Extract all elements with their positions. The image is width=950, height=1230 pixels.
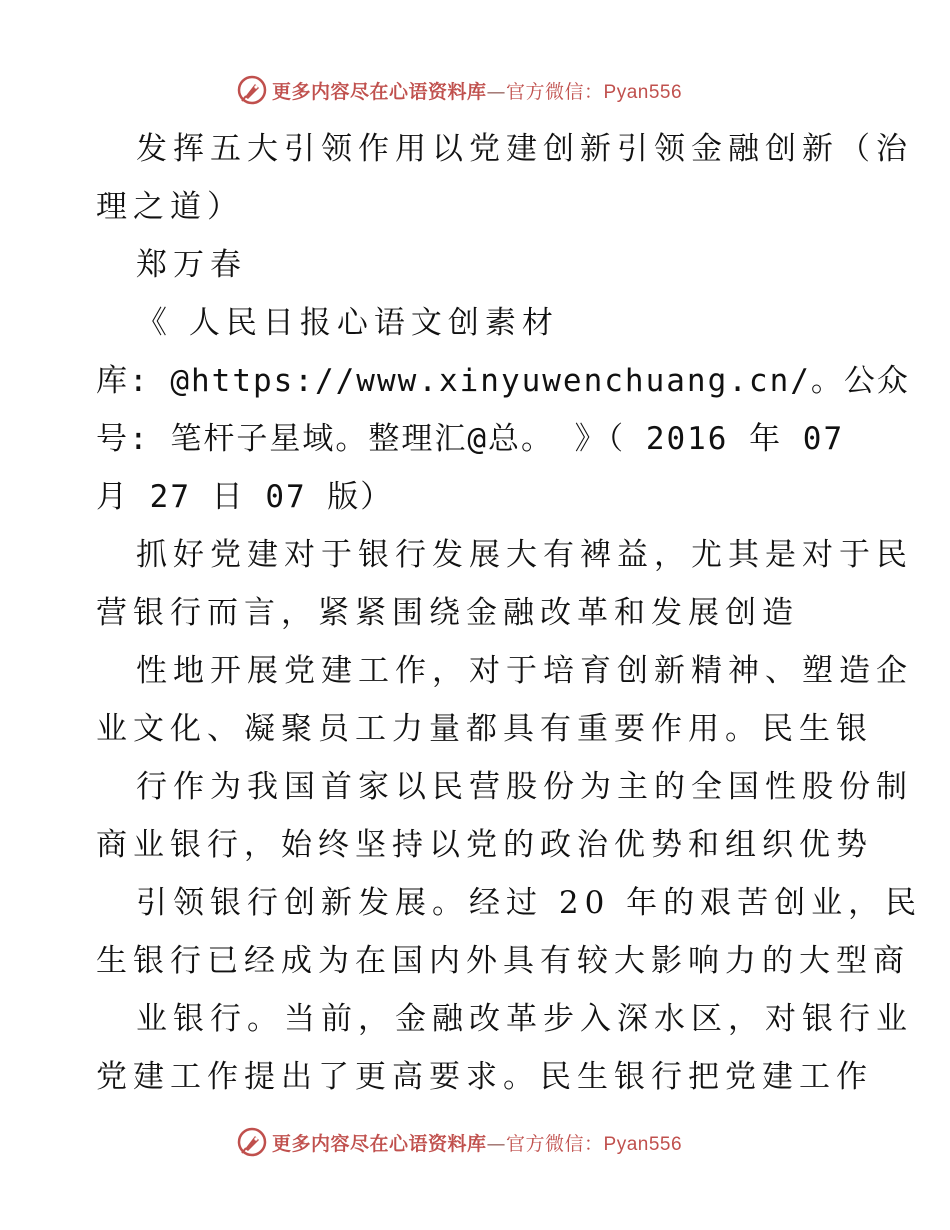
paragraph-line: 生银行已经成为在国内外具有较大影响力的大型商 (96, 943, 910, 979)
paragraph-line: 业银行。当前，金融改革步入深水区，对银行业 (136, 1001, 913, 1037)
header-banner-text: 更多内容尽在心语资料库—官方微信：Pyan556 (272, 80, 683, 103)
header-banner (236, 72, 682, 108)
paragraph-line: 营银行而言，紧紧围绕金融改革和发展创造 (96, 595, 799, 631)
paragraph-line: 抓好党建对于银行发展大有裨益，尤其是对于民 (136, 537, 913, 573)
article-title-line-2: 理之道） (96, 189, 244, 225)
paragraph-line: 党建工作提出了更高要求。民生银行把党建工作 (96, 1059, 873, 1095)
paragraph-line: 商业银行，始终坚持以党的政治优势和组织优势 (96, 827, 873, 863)
article-source-line-2: 库: @https://www.xinyuwenchuang.cn/。公众 (96, 363, 910, 399)
paragraph-line: 业文化、凝聚员工力量都具有重要作用。民生银 (96, 711, 873, 747)
footer-banner (236, 1124, 682, 1160)
footer-banner-text: 更多内容尽在心语资料库—官方微信：Pyan556 (272, 1132, 683, 1155)
article-author: 郑万春 (136, 247, 247, 283)
paragraph-line: 行作为我国首家以民营股份为主的全国性股份制 (136, 769, 913, 805)
pen-nib-logo-icon (236, 1126, 268, 1158)
paragraph-line: 引领银行创新发展。经过 20 年的艰苦创业，民 (136, 885, 923, 921)
article-source-line-4: 月 27 日 07 版） (96, 479, 394, 515)
pen-nib-logo-icon (236, 74, 268, 106)
article-source-line-1: 《 人民日报心语文创素材 (136, 305, 559, 341)
paragraph-line: 性地开展党建工作，对于培育创新精神、塑造企 (136, 653, 913, 689)
article-body (96, 120, 923, 1106)
article-title-line-1: 发挥五大引领作用以党建创新引领金融创新（治 (136, 131, 913, 167)
article-source-line-3: 号: 笔杆子星域。整理汇@总。 》（ 2016 年 07 (96, 421, 845, 457)
